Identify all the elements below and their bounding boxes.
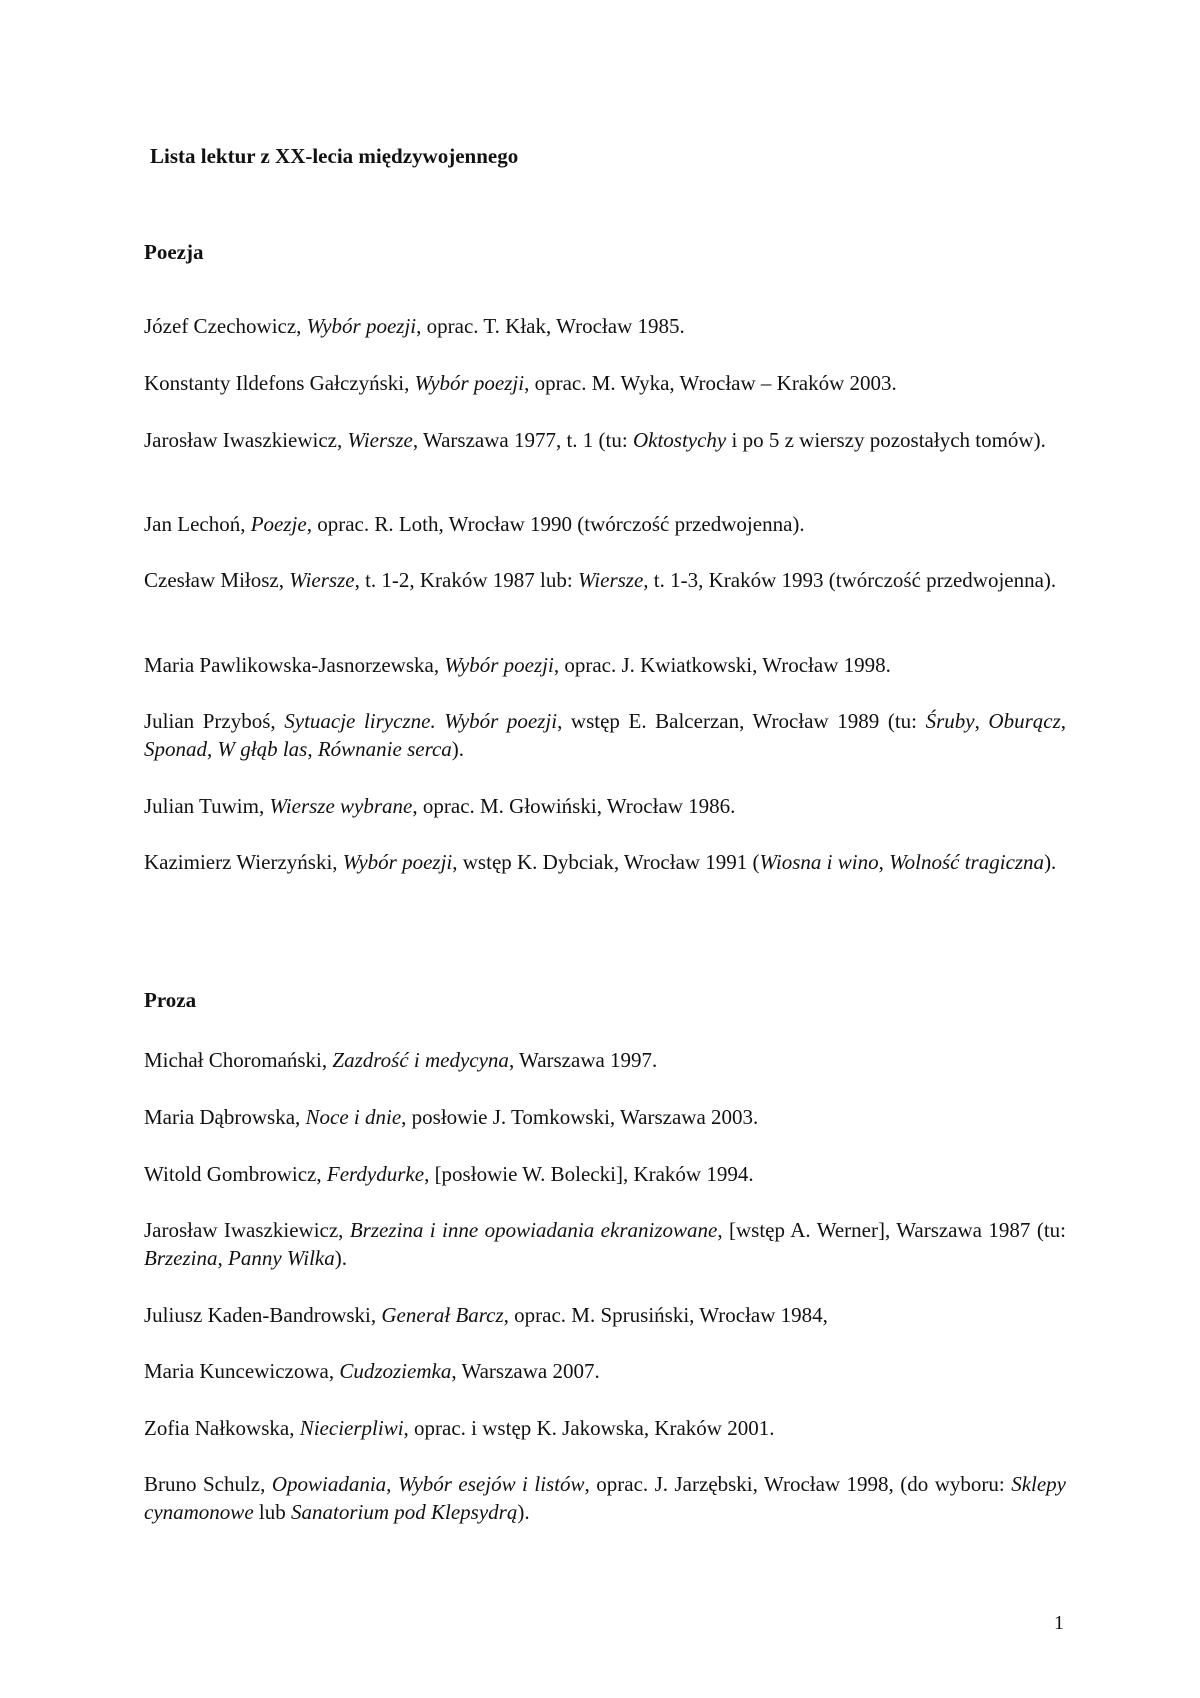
entry-text: Jarosław Iwaszkiewicz, (144, 428, 348, 452)
italic-title-text: Wiersze wybrane (269, 794, 413, 818)
entry-text: , oprac. J. Kwiatkowski, Wrocław 1998. (553, 653, 891, 677)
italic-title-text: Oktostychy (632, 428, 727, 452)
entry-text: , t. 1-2, Kraków 1987 lub: (354, 568, 578, 592)
list-item (144, 1216, 1066, 1272)
italic-title-text: Wybór poezji (444, 653, 554, 677)
entry-text: , wstęp K. Dybciak, Wrocław 1991 ( (452, 850, 760, 874)
entry-text: , (878, 850, 890, 874)
entry-text: Jan Lechoń, (144, 512, 251, 536)
section-heading-poezja: Poezja (144, 240, 204, 264)
italic-title-text: Wybór poezji (306, 314, 417, 338)
entry-text: , oprac. M. Sprusiński, Wrocław 1984, (503, 1303, 828, 1327)
entry-text: Czesław Miłosz, (144, 568, 290, 592)
italic-title-text: Niecierpliwi (299, 1416, 404, 1440)
entry-text: , oprac. i wstęp K. Jakowska, Kraków 2001. (403, 1416, 775, 1440)
entry-text: , t. 1-3, Kraków 1993 (twórczość przedwojenna). (643, 568, 1057, 592)
entry-text: , (307, 737, 318, 761)
italic-title-text: Równanie serca (317, 737, 452, 761)
entry-text: Maria Dąbrowska, (144, 1105, 306, 1129)
italic-title-text: Zazdrość i medycyna (332, 1048, 509, 1072)
list-item (144, 1301, 1066, 1329)
entry-text: Maria Pawlikowska-Jasnorzewska, (144, 653, 445, 677)
entry-text: , [wstęp A. Werner], Warszawa 1987 (tu: (717, 1218, 1066, 1242)
page-number: 1 (1054, 1612, 1064, 1634)
list-item (144, 1046, 1066, 1074)
italic-title-text: Sanatorium pod Klepsydrą (290, 1500, 518, 1524)
italic-title-text: Brzezina, Panny Wilka (144, 1246, 335, 1270)
italic-title-text: Noce i dnie (305, 1105, 402, 1129)
list-item (144, 848, 1066, 876)
list-item (144, 1470, 1066, 1526)
entry-text: ). (334, 1246, 347, 1270)
entry-text: , Warszawa 1977, t. 1 (tu: (412, 428, 633, 452)
entry-text: , oprac. M. Głowiński, Wrocław 1986. (412, 794, 736, 818)
italic-title-text: Wiosna i wino (759, 850, 879, 874)
italic-title-text: W głąb las (217, 737, 308, 761)
italic-title-text: Generał Barcz (381, 1303, 504, 1327)
entry-text: , (974, 709, 989, 733)
entry-text: Julian Tuwim, (144, 794, 270, 818)
entry-text: Józef Czechowicz, (144, 314, 307, 338)
italic-title-text: Sklepy cynamonowe (144, 1472, 1066, 1524)
italic-title-text: Brzezina i inne opowiadania ekranizowane (349, 1218, 718, 1242)
italic-title-text: Śruby (925, 709, 975, 733)
italic-title-text: Wybór poezji (342, 850, 453, 874)
entry-text: , oprac. J. Jarzębski, Wrocław 1998, (do wyboru: (584, 1472, 1012, 1496)
entry-text: Maria Kuncewiczowa, (144, 1359, 340, 1383)
entry-text: Kazimierz Wierzyński, (144, 850, 343, 874)
entry-text: lub (253, 1500, 291, 1524)
list-item (144, 369, 1066, 397)
italic-title-text: Wiersze (577, 568, 644, 592)
italic-title-text: Wiersze (289, 568, 355, 592)
list-item (144, 312, 1066, 340)
entry-text: ). (451, 737, 465, 761)
entry-text: Jarosław Iwaszkiewicz, (144, 1218, 350, 1242)
entry-text: Zofia Nałkowska, (144, 1416, 300, 1440)
entry-text: , posłowie J. Tomkowski, Warszawa 2003. (401, 1105, 759, 1129)
section-heading-proza: Proza (144, 988, 197, 1012)
italic-title-text: Poezje (250, 512, 307, 536)
entry-text: Julian Przyboś, (144, 709, 285, 733)
entry-text: Michał Choromański, (144, 1048, 333, 1072)
list-item (144, 426, 1066, 454)
list-item (144, 1414, 1066, 1442)
entry-text: i po 5 z wierszy pozostałych tomów). (726, 428, 1046, 452)
entry-text: Witold Gombrowicz, (144, 1162, 327, 1186)
entry-text: Bruno Schulz, (144, 1472, 272, 1496)
italic-title-text: Wiersze (347, 428, 413, 452)
entry-text: , (207, 737, 218, 761)
entry-text: Konstanty Ildefons Gałczyński, (144, 371, 415, 395)
list-item (144, 707, 1066, 763)
italic-title-text: Wybór poezji (414, 371, 525, 395)
italic-title-text: Ferdydurke (326, 1162, 425, 1186)
italic-title-text: Oburącz (988, 709, 1061, 733)
entry-text: , wstęp E. Balcerzan, Wrocław 1989 (tu: (557, 709, 926, 733)
list-item (144, 566, 1066, 594)
italic-title-text: Cudzoziemka (339, 1359, 452, 1383)
italic-title-text: Wolność tragiczna (889, 850, 1045, 874)
italic-title-text: Opowiadania, Wybór esejów i listów (271, 1472, 585, 1496)
entry-text: , oprac. R. Loth, Wrocław 1990 (twórczość przedwojenna). (306, 512, 805, 536)
entry-text: , (1060, 709, 1067, 733)
entry-text: , Warszawa 1997. (508, 1048, 658, 1072)
document-title: Lista lektur z XX-lecia międzywojennego (150, 144, 519, 168)
entry-text: ). (517, 1500, 530, 1524)
italic-title-text: Sytuacje liryczne. Wybór poezji (284, 709, 558, 733)
entry-text: , oprac. M. Wyka, Wrocław – Kraków 2003. (524, 371, 897, 395)
entry-text: Juliusz Kaden-Bandrowski, (144, 1303, 382, 1327)
italic-title-text: Sponad (144, 737, 207, 761)
entry-text: , Warszawa 2007. (451, 1359, 600, 1383)
list-item (144, 651, 1066, 679)
entry-text: , [posłowie W. Bolecki], Kraków 1994. (424, 1162, 754, 1186)
entry-text: ). (1044, 850, 1057, 874)
list-item (144, 1160, 1066, 1188)
list-item (144, 1357, 1066, 1385)
entry-text: , oprac. T. Kłak, Wrocław 1985. (416, 314, 685, 338)
list-item (144, 1103, 1066, 1131)
list-item (144, 510, 1066, 538)
list-item (144, 792, 1066, 820)
